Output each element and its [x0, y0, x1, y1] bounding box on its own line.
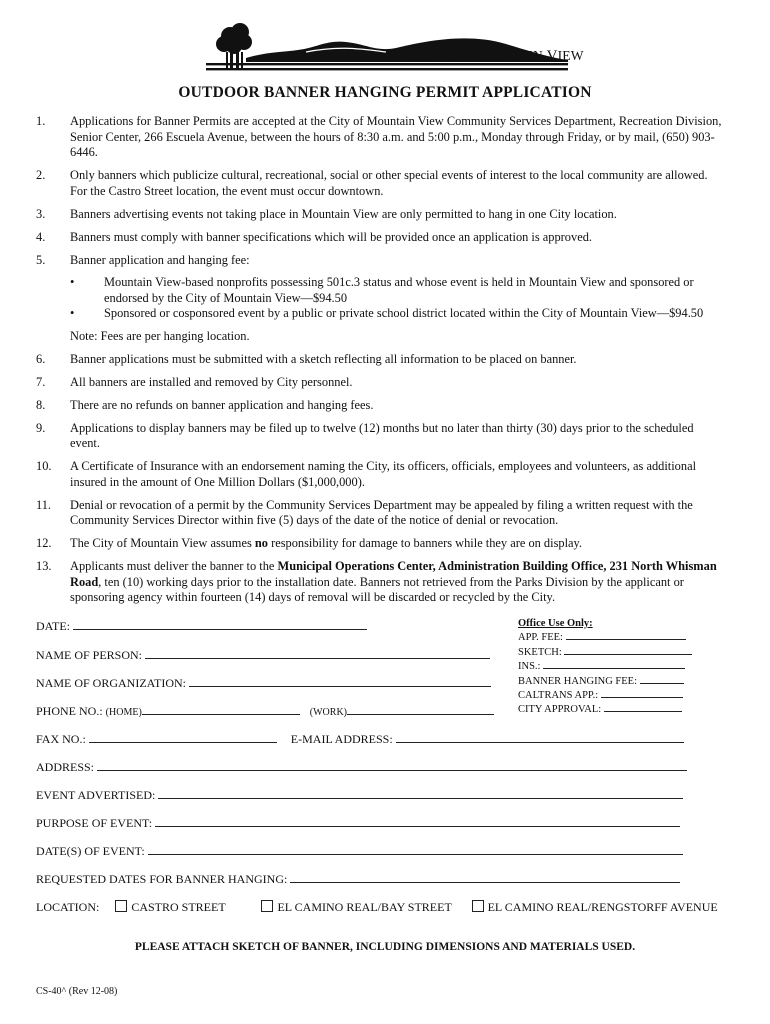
- list-item: 5. Banner application and hanging fee: • Mountain View-based nonprofits possessing 501c.3 status and whose event is held in Mountain View and sponsored or endorsed by the City of Mountain View—$94.50 • Sponsored or cosponsored event by a public or private school district located within the City of Mountain View—$94.50 Note: Fees are per hanging location.: [36, 253, 726, 345]
- hanging-fee-row: BANNER HANGING FEE:: [518, 674, 692, 688]
- list-item: 8. There are no refunds on banner application and hanging fees.: [36, 397, 374, 412]
- fax-field[interactable]: [89, 731, 277, 743]
- fee-bullet: • Mountain View-based nonprofits possessing 501c.3 status and whose event is held in Mountain View and sponsored or endorsed by the City of Mountain View—$94.50: [70, 275, 694, 305]
- event-advertised-row: [36, 787, 683, 803]
- rengstorff-label: EL CAMINO REAL/RENGSTORFF AVENUE: [487, 900, 718, 914]
- list-item: 4. Banners must comply with banner specifications which will be provided once an application is approved.: [36, 229, 592, 244]
- fee-note: Note: Fees are per hanging location.: [70, 328, 250, 343]
- address-field[interactable]: [97, 759, 687, 771]
- address-label: ADDRESS:: [36, 760, 95, 774]
- name-org-field[interactable]: [189, 675, 491, 687]
- list-item: 3. Banners advertising events not taking place in Mountain View are only permitted to hang in one City location.: [36, 206, 617, 221]
- bay-street-checkbox[interactable]: [261, 900, 273, 912]
- purpose-label: PURPOSE OF EVENT:: [36, 816, 153, 830]
- app-fee-row: APP. FEE:: [518, 630, 692, 644]
- list-item: 6. Banner applications must be submitted with a sketch reflecting all information to be placed on banner.: [36, 351, 577, 366]
- phone-row: [36, 703, 494, 719]
- event-advertised-field[interactable]: [158, 787, 683, 799]
- ins-field[interactable]: [543, 659, 685, 669]
- city-approval-field[interactable]: [604, 702, 682, 712]
- name-person-label: NAME OF PERSON:: [36, 648, 143, 662]
- name-org-row: [36, 675, 491, 691]
- list-item: 9. Applications to display banners may be filed up to twelve (12) months but no later than thirty (30) days prior to the scheduled event.: [36, 420, 694, 450]
- email-label: E-MAIL ADDRESS:: [290, 732, 393, 746]
- document-title: OUTDOOR BANNER HANGING PERMIT APPLICATION: [178, 84, 592, 101]
- rengstorff-checkbox[interactable]: [472, 900, 484, 912]
- form-number: CS-40^ (Rev 12-08): [36, 986, 118, 997]
- list-item: 13. Applicants must deliver the banner to the Municipal Operations Center, Administration Building Office, 231 North Whisman Road, ten (10) working days prior to the installation date. Banners not retrieved from the Parks Division by the applicant or sponsoring agency within fourteen (14) days of removal will be discarded or recycled by the City.: [36, 559, 717, 604]
- date-row: [36, 618, 367, 634]
- location-row: [36, 900, 718, 915]
- name-person-field[interactable]: [145, 647, 490, 659]
- dates-event-label: DATE(S) OF EVENT:: [36, 844, 145, 858]
- hanging-fee-field[interactable]: [640, 674, 684, 684]
- location-label: LOCATION:: [36, 900, 100, 914]
- city-approval-row: CITY APPROVAL:: [518, 702, 692, 716]
- attach-sketch-notice: PLEASE ATTACH SKETCH OF BANNER, INCLUDING DIMENSIONS AND MATERIALS USED.: [134, 941, 636, 953]
- city-name: CITY OF MOUNTAIN VIEW: [410, 48, 584, 64]
- sketch-field[interactable]: [564, 645, 692, 655]
- instructions-list: [36, 114, 726, 613]
- purpose-field[interactable]: [155, 815, 680, 827]
- list-item: 1. Applications for Banner Permits are accepted at the City of Mountain View Community Services Department, Recreation Division, Senior Center, 266 Escuela Avenue, between the hours of 8:30 a.m. and 5:00 p.m., Monday through Friday, or by mail, (650) 903-6446.: [36, 114, 722, 159]
- caltrans-field[interactable]: [601, 688, 683, 698]
- list-item: 12. The City of Mountain View assumes no responsibility for damage to banners while they are on display.: [36, 536, 583, 550]
- list-item: 11. Denial or revocation of a permit by the Community Services Department may be appealed by filing a written request with the Community Services Director within five (5) days of the date of the notice of denial or revocation.: [36, 497, 693, 527]
- castro-street-label: CASTRO STREET: [131, 900, 226, 914]
- date-field[interactable]: [73, 618, 367, 630]
- fax-label: FAX NO.:: [36, 732, 86, 746]
- fee-bullets: [70, 275, 726, 322]
- castro-street-checkbox[interactable]: [115, 900, 127, 912]
- dates-event-row: [36, 843, 683, 859]
- ins-row: INS.:: [518, 659, 692, 673]
- home-label: (HOME): [105, 707, 142, 718]
- requested-dates-label: REQUESTED DATES FOR BANNER HANGING:: [36, 872, 288, 886]
- office-use-box: [518, 618, 692, 717]
- requested-dates-row: [36, 871, 680, 887]
- address-row: [36, 759, 687, 775]
- work-label: (WORK): [309, 707, 347, 718]
- app-fee-field[interactable]: [566, 630, 686, 640]
- event-advertised-label: EVENT ADVERTISED:: [36, 788, 156, 802]
- purpose-row: [36, 815, 680, 831]
- list-item: 10. A Certificate of Insurance with an endorsement naming the City, its officers, officials, employees and volunteers, as additional insured in the amount of One Million Dollars ($1,000,000).: [36, 459, 697, 489]
- date-label: DATE:: [36, 619, 70, 633]
- fax-email-row: [36, 731, 684, 747]
- work-phone-field[interactable]: [347, 703, 494, 715]
- dates-event-field[interactable]: [148, 843, 683, 855]
- bay-street-label: EL CAMINO REAL/BAY STREET: [277, 900, 452, 914]
- home-phone-field[interactable]: [142, 703, 300, 715]
- email-field[interactable]: [396, 731, 684, 743]
- name-person-row: [36, 647, 490, 663]
- requested-dates-field[interactable]: [290, 871, 680, 883]
- name-org-label: NAME OF ORGANIZATION:: [36, 676, 186, 690]
- phone-label: PHONE NO.:: [36, 704, 103, 718]
- caltrans-row: CALTRANS APP.:: [518, 688, 692, 702]
- list-item: 2. Only banners which publicize cultural, recreational, social or other special events of interest to the local community are allowed. For the Castro Street location, the event must occur downtown.: [36, 168, 708, 198]
- fee-bullet: • Sponsored or cosponsored event by a public or private school district located within the City of Mountain View—$94.50: [70, 306, 704, 320]
- sketch-row: SKETCH:: [518, 645, 692, 659]
- list-item: 7. All banners are installed and removed by City personnel.: [36, 374, 353, 389]
- office-use-heading: Office Use Only:: [518, 618, 593, 629]
